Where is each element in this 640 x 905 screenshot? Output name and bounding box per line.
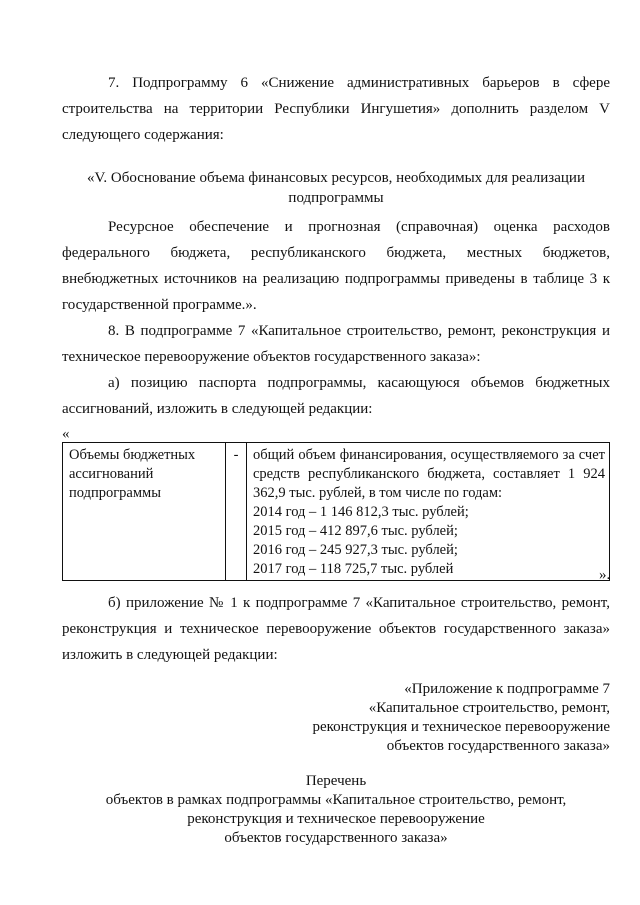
budget-label-cell: Объемы бюджетных ассигнований подпрограммы <box>63 443 226 581</box>
budget-year-2015-line: 2015 год – 412 897,6 тыс. рублей; <box>253 523 458 539</box>
appendix-header <box>270 680 610 756</box>
item-8-paragraph: 8. В подпрограмме 7 «Капитальное строительство, ремонт, реконструкция и техническое перевооружение объектов государственного заказа»: <box>62 323 610 365</box>
section-v-heading <box>62 168 610 208</box>
budget-dash-cell: - <box>226 443 247 581</box>
budget-year-2016-line: 2016 год – 245 927,3 тыс. рублей; <box>253 542 458 558</box>
appendix-header-line-2: «Капитальное строительство, ремонт, <box>368 700 610 716</box>
item-8-sub-a-paragraph: а) позицию паспорта подпрограммы, касающуюся объемов бюджетных ассигнований, изложить в следующей редакции: <box>62 375 610 417</box>
list-title-line-3: реконструкция и техническое перевооружение <box>187 811 485 827</box>
table-row <box>63 443 610 581</box>
list-title-line-2: объектов в рамках подпрограммы «Капитальное строительство, ремонт, <box>105 792 567 808</box>
appendix-header-line-4: объектов государственного заказа» <box>386 738 610 754</box>
table-open-quote: « <box>62 426 70 442</box>
appendix-header-line-3: реконструкция и техническое перевооружение <box>312 719 610 735</box>
list-title <box>62 772 610 848</box>
item-7-paragraph: 7. Подпрограмму 6 «Снижение административных барьеров в сфере строительства на территории Республики Ингушетия» дополнить разделом V следующего содержания: <box>62 75 610 143</box>
budget-year-2017-line: 2017 год – 118 725,7 тыс. рублей <box>253 561 454 577</box>
list-title-line-4: объектов государственного заказа» <box>224 830 448 846</box>
budget-table <box>62 442 610 581</box>
budget-total-line: общий объем финансирования, осуществляемого за счет средств республиканского бюджета, составляет 1 924 362,9 тыс. рублей, в том числе по годам: <box>253 447 605 501</box>
budget-year-2014-line: 2014 год – 1 146 812,3 тыс. рублей; <box>253 504 469 520</box>
table-close-quote: ». <box>599 567 611 583</box>
sub-b-paragraph: б) приложение № 1 к подпрограмме 7 «Капитальное строительство, ремонт, реконструкция и техническое перевооружение объектов государственного заказа» изложить в следующей редакции: <box>62 595 610 663</box>
section-v-paragraph: Ресурсное обеспечение и прогнозная (справочная) оценка расходов федерального бюджета, республиканского бюджета, местных бюджетов, внебюджетных источников на реализацию подпрограммы приведены в таблице 3 к государственной программе.». <box>62 219 610 313</box>
appendix-header-line-1: «Приложение к подпрограмме 7 <box>404 681 610 697</box>
section-v-heading-line-2: подпрограммы <box>288 190 384 206</box>
list-title-line-1: Перечень <box>305 773 367 789</box>
section-v-heading-line-1: «V. Обоснование объема финансовых ресурсов, необходимых для реализации <box>87 170 585 186</box>
budget-value-cell <box>247 443 610 581</box>
